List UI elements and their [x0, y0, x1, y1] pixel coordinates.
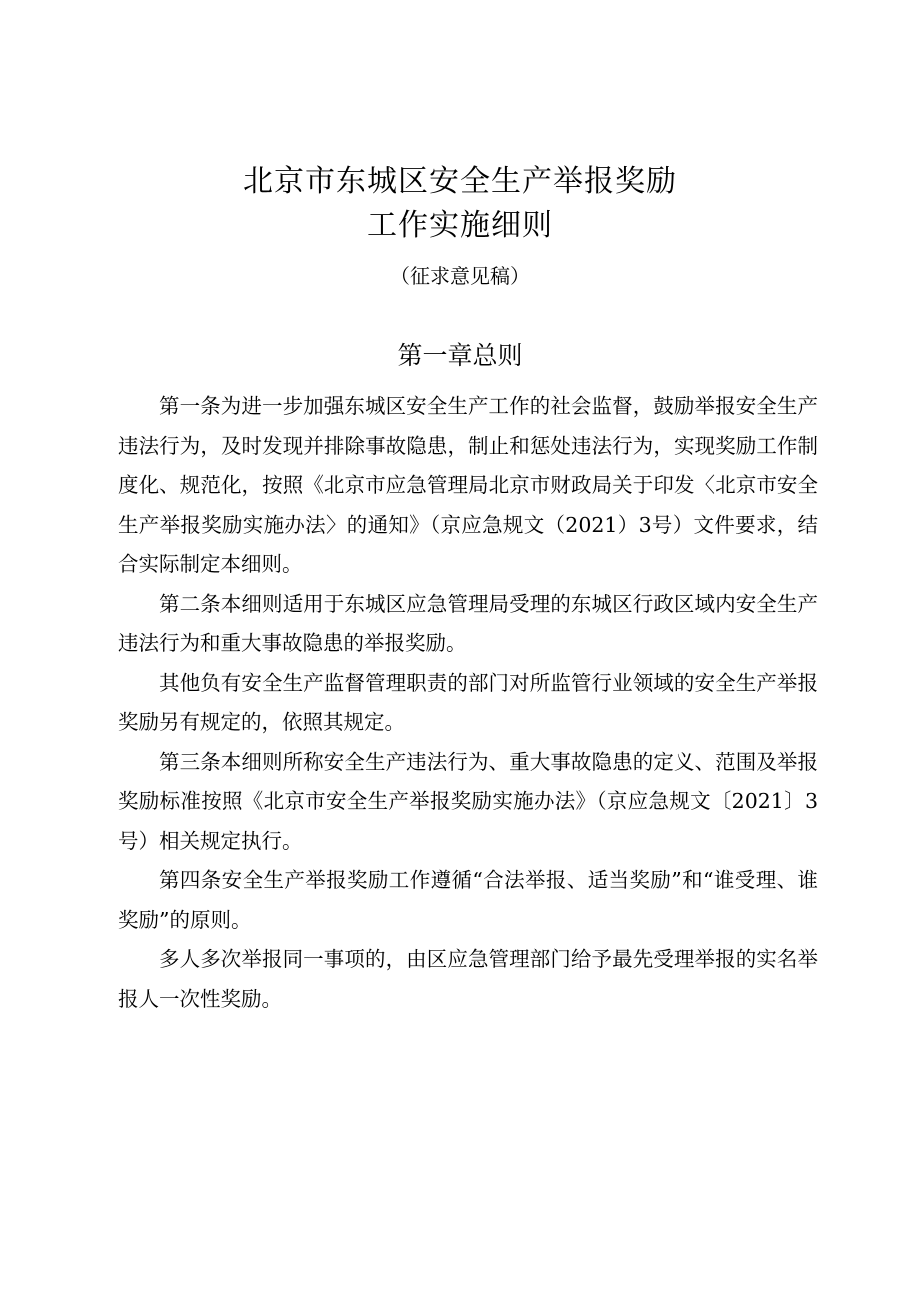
- document-title: [0, 160, 920, 248]
- document-body: [118, 387, 818, 1019]
- article-2-paragraph: 第二条本细则适用于东城区应急管理局受理的东城区行政区域内安全生产违法行为和重大事故隐患的举报奖励。: [118, 591, 818, 655]
- chapter-heading: 第一章总则: [397, 341, 523, 370]
- title-line-1: 北京市东城区安全生产举报奖励: [243, 164, 677, 199]
- article-1-paragraph: 第一条为进一步加强东城区安全生产工作的社会监督，鼓励举报安全生产违法行为，及时发现并排除事故隐患，制止和惩处违法行为，实现奖励工作制度化、规范化，按照《北京市应急管理局北京市财政局关于印发〈北京市安全生产举报奖励实施办法〉的通知》（京应急规文（2021）3号）文件要求，结合实际制定本细则。: [118, 394, 818, 576]
- document-subtitle: （征求意见稿）: [390, 264, 530, 288]
- article-2-supplement-paragraph: 其他负有安全生产监督管理职责的部门对所监管行业领域的安全生产举报奖励另有规定的，依照其规定。: [118, 670, 818, 734]
- article-4-paragraph: 第四条安全生产举报奖励工作遵循“合法举报、适当奖励”和“谁受理、谁奖励”的原则。: [118, 868, 818, 932]
- article-3-paragraph: 第三条本细则所称安全生产违法行为、重大事故隐患的定义、范围及举报奖励标准按照《北京市安全生产举报奖励实施办法》（京应急规文〔2021〕3号）相关规定执行。: [118, 749, 818, 853]
- title-line-2: 工作实施细则: [367, 208, 553, 243]
- article-4-supplement-paragraph: 多人多次举报同一事项的，由区应急管理部门给予最先受理举报的实名举报人一次性奖励。: [118, 947, 818, 1011]
